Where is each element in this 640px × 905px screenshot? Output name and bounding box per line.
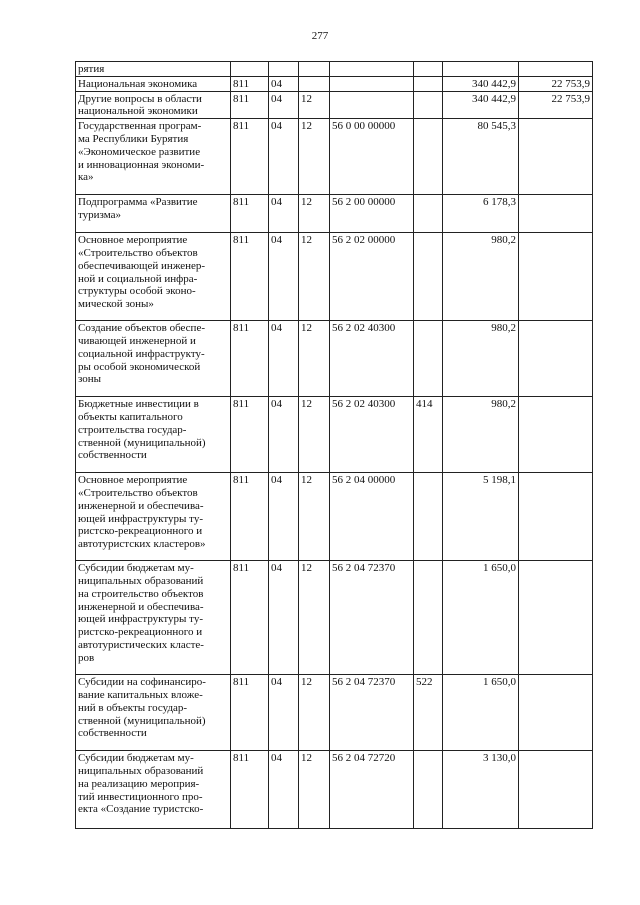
expense-type-code-cell [414, 62, 443, 77]
amount-cell-2 [519, 397, 593, 473]
amount-cell-2 [519, 195, 593, 233]
table-row [76, 119, 593, 195]
section-code-cell: 04 [269, 675, 299, 751]
amount-cell-2 [519, 675, 593, 751]
amount-cell-1: 980,2 [443, 397, 519, 473]
ministry-code-cell: 811 [231, 561, 269, 675]
target-item-code-cell: 56 2 04 72370 [330, 561, 414, 675]
table-row [76, 751, 593, 829]
ministry-code-cell: 811 [231, 91, 269, 119]
ministry-code-cell: 811 [231, 76, 269, 91]
amount-cell-1: 1 650,0 [443, 561, 519, 675]
row-name-text: Субсидии бюджетам му- ниципальных образований на строительство объектов инженерной и обеспечива- ющей инфраструктуры ту- ристско-рекреационного и автотуристических класте- ров [78, 562, 204, 664]
amount-cell-1: 1 650,0 [443, 675, 519, 751]
amount-cell-1: 80 545,3 [443, 119, 519, 195]
target-item-code-cell: 56 2 04 72720 [330, 751, 414, 829]
amount-cell-1: 3 130,0 [443, 751, 519, 829]
expense-type-code-cell [414, 195, 443, 233]
amount-cell-2 [519, 233, 593, 321]
row-name-cell [76, 195, 231, 233]
target-item-code-cell: 56 2 02 40300 [330, 397, 414, 473]
amount-cell-2: 22 753,9 [519, 76, 593, 91]
subsection-code-cell: 12 [299, 119, 330, 195]
row-name-cell [76, 76, 231, 91]
ministry-code-cell [231, 62, 269, 77]
target-item-code-cell [330, 76, 414, 91]
subsection-code-cell: 12 [299, 473, 330, 561]
section-code-cell: 04 [269, 233, 299, 321]
ministry-code-cell: 811 [231, 233, 269, 321]
table-row [76, 91, 593, 119]
amount-cell-2 [519, 473, 593, 561]
row-name-cell [76, 321, 231, 397]
row-name-cell [76, 473, 231, 561]
amount-cell-1: 980,2 [443, 233, 519, 321]
amount-cell-2 [519, 561, 593, 675]
row-name-text: Основное мероприятие «Строительство объектов инженерной и обеспечива- ющей инфраструктуры ту- ристско-рекреационного и автотуристских кластеров» [78, 474, 206, 551]
table-row [76, 473, 593, 561]
ministry-code-cell: 811 [231, 397, 269, 473]
row-name-cell [76, 91, 231, 119]
subsection-code-cell: 12 [299, 561, 330, 675]
row-name-text: Другие вопросы в области национальной экономики [78, 92, 202, 118]
section-code-cell: 04 [269, 195, 299, 233]
table-row [76, 76, 593, 91]
target-item-code-cell [330, 91, 414, 119]
section-code-cell: 04 [269, 473, 299, 561]
row-name-text: Подпрограмма «Развитие туризма» [78, 196, 198, 221]
row-name-text: Бюджетные инвестиции в объекты капитального строительства государ- ственной (муниципальной) собственности [78, 398, 206, 462]
row-name-cell [76, 233, 231, 321]
section-code-cell: 04 [269, 561, 299, 675]
target-item-code-cell: 56 2 02 00000 [330, 233, 414, 321]
row-name-text: Субсидии бюджетам му- ниципальных образований на реализацию мероприя- тий инвестиционного про- екта «Создание туристско- [78, 752, 204, 816]
expense-type-code-cell [414, 119, 443, 195]
row-name-text: Создание объектов обеспе- чивающей инженерной и социальной инфраструкту- ры особой экономической зоны [78, 322, 205, 386]
section-code-cell: 04 [269, 91, 299, 119]
row-name-text: Субсидии на софинансиро- вание капитальных вложе- ний в объекты государ- ственной (муниципальной) собственности [78, 676, 206, 740]
section-code-cell: 04 [269, 119, 299, 195]
target-item-code-cell [330, 62, 414, 77]
subsection-code-cell: 12 [299, 91, 330, 119]
row-name-cell [76, 397, 231, 473]
expense-type-code-cell [414, 473, 443, 561]
table-row [76, 62, 593, 77]
amount-cell-2 [519, 62, 593, 77]
expense-type-code-cell [414, 561, 443, 675]
subsection-code-cell: 12 [299, 321, 330, 397]
ministry-code-cell: 811 [231, 751, 269, 829]
subsection-code-cell [299, 76, 330, 91]
amount-cell-1 [443, 62, 519, 77]
section-code-cell [269, 62, 299, 77]
amount-cell-1: 340 442,9 [443, 76, 519, 91]
ministry-code-cell: 811 [231, 119, 269, 195]
target-item-code-cell: 56 2 02 40300 [330, 321, 414, 397]
table-body [76, 62, 593, 829]
amount-cell-1: 980,2 [443, 321, 519, 397]
expense-type-code-cell [414, 91, 443, 119]
target-item-code-cell: 56 0 00 00000 [330, 119, 414, 195]
ministry-code-cell: 811 [231, 321, 269, 397]
page-number: 277 [311, 30, 329, 42]
table-row [76, 397, 593, 473]
row-name-cell [76, 119, 231, 195]
expense-type-code-cell [414, 751, 443, 829]
ministry-code-cell: 811 [231, 195, 269, 233]
row-name-text: рятия [78, 63, 105, 75]
amount-cell-1: 340 442,9 [443, 91, 519, 119]
section-code-cell: 04 [269, 397, 299, 473]
table-row [76, 561, 593, 675]
ministry-code-cell: 811 [231, 675, 269, 751]
expense-type-code-cell: 522 [414, 675, 443, 751]
row-name-cell [76, 675, 231, 751]
budget-table [75, 61, 593, 829]
subsection-code-cell: 12 [299, 751, 330, 829]
expense-type-code-cell [414, 233, 443, 321]
row-name-text: Национальная экономика [78, 77, 198, 90]
amount-cell-2 [519, 119, 593, 195]
amount-cell-1: 6 178,3 [443, 195, 519, 233]
ministry-code-cell: 811 [231, 473, 269, 561]
table-row [76, 675, 593, 751]
row-name-cell [76, 62, 231, 77]
expense-type-code-cell: 414 [414, 397, 443, 473]
expense-type-code-cell [414, 76, 443, 91]
amount-cell-1: 5 198,1 [443, 473, 519, 561]
subsection-code-cell: 12 [299, 233, 330, 321]
section-code-cell: 04 [269, 76, 299, 91]
row-name-text: Государственная програм- ма Республики Бурятия «Экономическое развитие и инновационная экономи- ка» [78, 120, 205, 184]
amount-cell-2 [519, 751, 593, 829]
subsection-code-cell: 12 [299, 675, 330, 751]
subsection-code-cell: 12 [299, 397, 330, 473]
subsection-code-cell: 12 [299, 195, 330, 233]
section-code-cell: 04 [269, 751, 299, 829]
amount-cell-2: 22 753,9 [519, 91, 593, 119]
row-name-cell [76, 561, 231, 675]
row-name-cell [76, 751, 231, 829]
target-item-code-cell: 56 2 00 00000 [330, 195, 414, 233]
amount-cell-2 [519, 321, 593, 397]
target-item-code-cell: 56 2 04 72370 [330, 675, 414, 751]
table-row [76, 321, 593, 397]
table-row [76, 195, 593, 233]
table-row [76, 233, 593, 321]
target-item-code-cell: 56 2 04 00000 [330, 473, 414, 561]
expense-type-code-cell [414, 321, 443, 397]
subsection-code-cell [299, 62, 330, 77]
row-name-text: Основное мероприятие «Строительство объектов обеспечивающей инженер- ной и социальной инфра- структуры особой эконо- мической зоны» [78, 234, 206, 311]
section-code-cell: 04 [269, 321, 299, 397]
